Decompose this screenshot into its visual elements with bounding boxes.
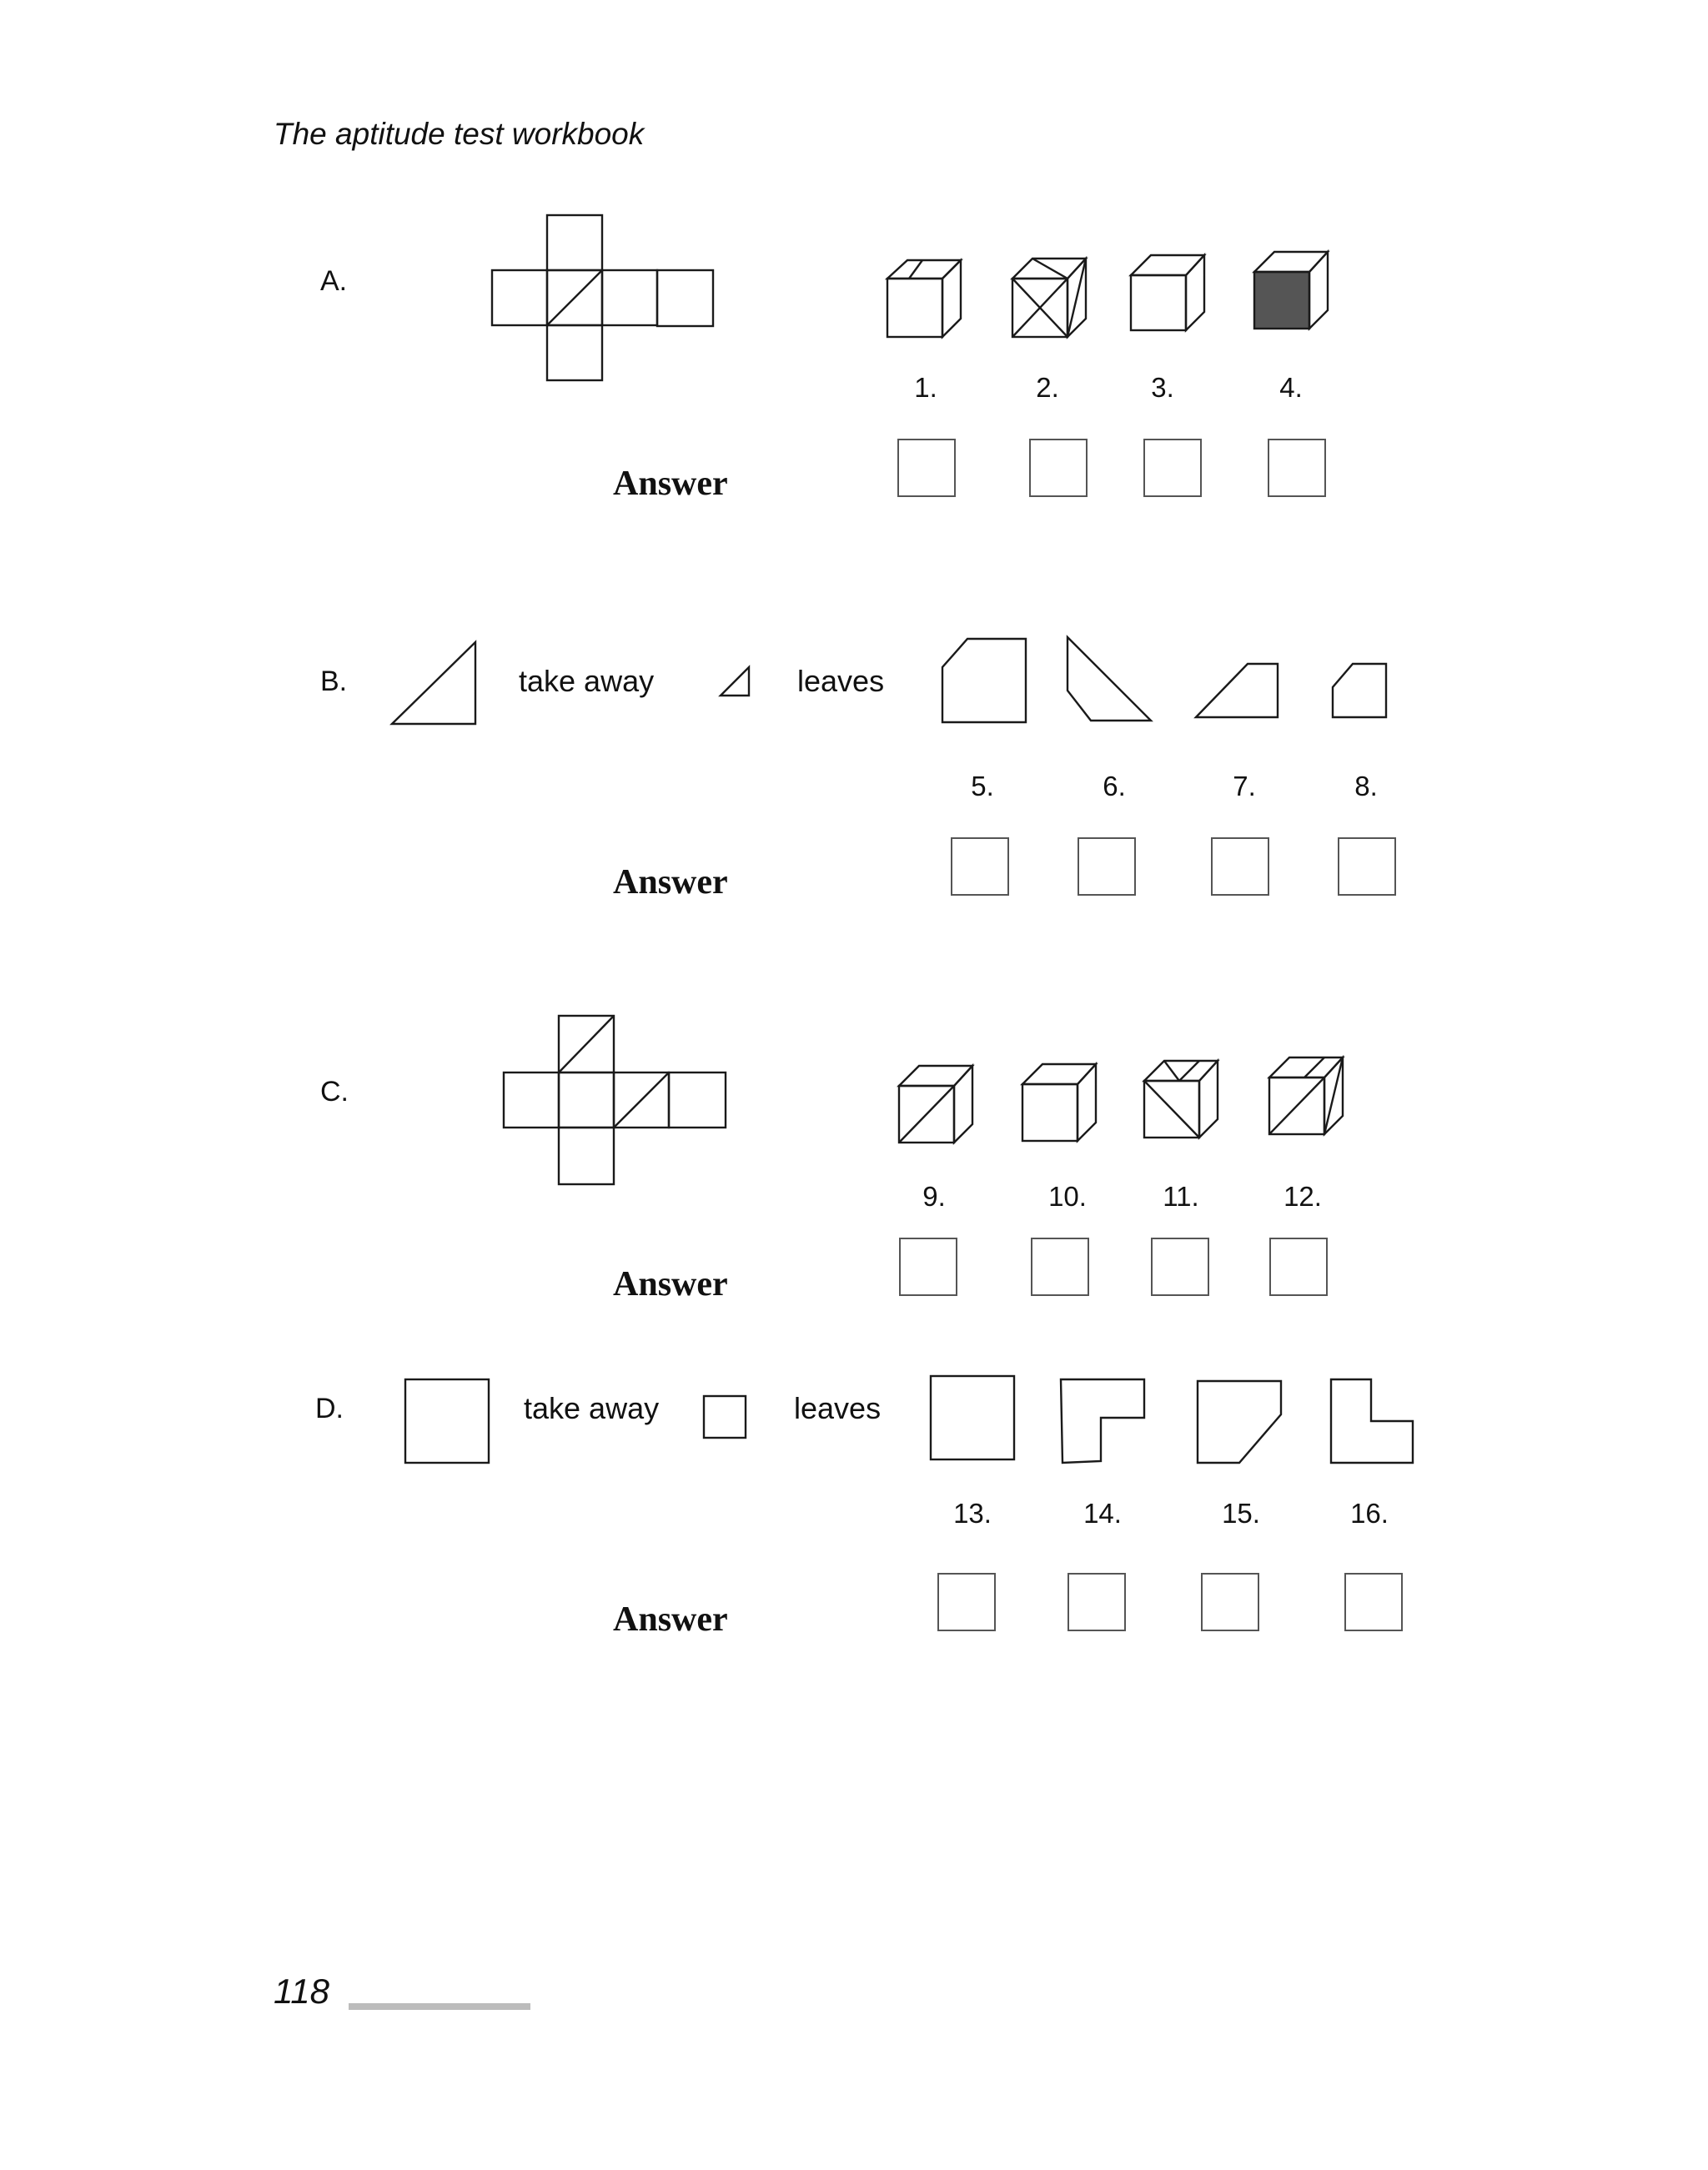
option-12-number: 12.	[1284, 1181, 1322, 1212]
answer-box-4[interactable]	[1268, 439, 1326, 497]
answer-box-3[interactable]	[1143, 439, 1202, 497]
question-b-take-away: take away	[519, 664, 655, 698]
option-7-shape	[1193, 659, 1284, 726]
answer-box-1[interactable]	[897, 439, 956, 497]
question-d-letter: D.	[315, 1393, 344, 1424]
option-3-cube	[1128, 247, 1219, 339]
option-11-cube	[1141, 1052, 1233, 1144]
question-b-triangle	[384, 634, 484, 734]
option-4-number: 4.	[1279, 372, 1303, 403]
option-9-number: 9.	[922, 1181, 946, 1212]
option-4-cube	[1251, 245, 1343, 337]
option-10-number: 10.	[1048, 1181, 1087, 1212]
option-15-shape	[1191, 1373, 1291, 1473]
answer-box-5[interactable]	[951, 837, 1009, 896]
question-a-answer-label: Answer	[613, 465, 728, 503]
question-d-take-away: take away	[524, 1391, 660, 1425]
answer-box-2[interactable]	[1029, 439, 1088, 497]
question-d-square	[399, 1373, 499, 1473]
option-10-cube	[1019, 1056, 1111, 1148]
question-b-letter: B.	[320, 666, 348, 697]
option-2-cube	[1009, 250, 1101, 342]
option-7-number: 7.	[1233, 771, 1256, 801]
option-14-number: 14.	[1083, 1498, 1122, 1529]
option-8-shape	[1328, 659, 1394, 726]
answer-box-14[interactable]	[1068, 1573, 1126, 1631]
question-b-leaves: leaves	[797, 664, 885, 698]
question-d-answer-label: Answer	[613, 1600, 728, 1639]
option-13-number: 13.	[953, 1498, 992, 1529]
question-d-leaves: leaves	[794, 1391, 882, 1425]
option-16-number: 16.	[1350, 1498, 1389, 1529]
answer-box-8[interactable]	[1338, 837, 1396, 896]
option-15-number: 15.	[1222, 1498, 1260, 1529]
page-number: 118	[274, 1972, 329, 2011]
option-11-number: 11.	[1163, 1181, 1199, 1212]
question-a-letter: A.	[320, 265, 348, 297]
option-13-shape	[922, 1369, 1022, 1469]
option-16-shape	[1324, 1373, 1424, 1473]
question-a-net-figure	[484, 208, 717, 392]
option-1-number: 1.	[914, 372, 937, 403]
option-5-number: 5.	[971, 771, 994, 801]
option-6-shape	[1062, 630, 1163, 731]
option-8-number: 8.	[1354, 771, 1378, 801]
option-5-shape	[934, 634, 1034, 734]
answer-box-16[interactable]	[1344, 1573, 1403, 1631]
option-12-cube	[1266, 1049, 1358, 1141]
question-d-small-square	[697, 1391, 751, 1444]
option-1-cube	[884, 250, 976, 342]
question-c-answer-label: Answer	[613, 1265, 728, 1304]
option-6-number: 6.	[1103, 771, 1126, 801]
answer-box-10[interactable]	[1031, 1238, 1089, 1296]
question-b-small-triangle	[716, 662, 757, 701]
running-header: The aptitude test workbook	[274, 117, 645, 151]
option-3-number: 3.	[1151, 372, 1174, 403]
answer-box-6[interactable]	[1078, 837, 1136, 896]
question-b-answer-label: Answer	[613, 863, 728, 902]
option-2-number: 2.	[1036, 372, 1059, 403]
answer-box-7[interactable]	[1211, 837, 1269, 896]
answer-box-13[interactable]	[937, 1573, 996, 1631]
option-9-cube	[896, 1057, 987, 1149]
question-c-letter: C.	[320, 1076, 349, 1108]
footer-rule	[349, 2003, 530, 2010]
answer-box-12[interactable]	[1269, 1238, 1328, 1296]
option-14-shape	[1054, 1371, 1154, 1471]
question-c-net-figure	[497, 1009, 739, 1193]
answer-box-11[interactable]	[1151, 1238, 1209, 1296]
answer-box-9[interactable]	[899, 1238, 957, 1296]
answer-box-15[interactable]	[1201, 1573, 1259, 1631]
